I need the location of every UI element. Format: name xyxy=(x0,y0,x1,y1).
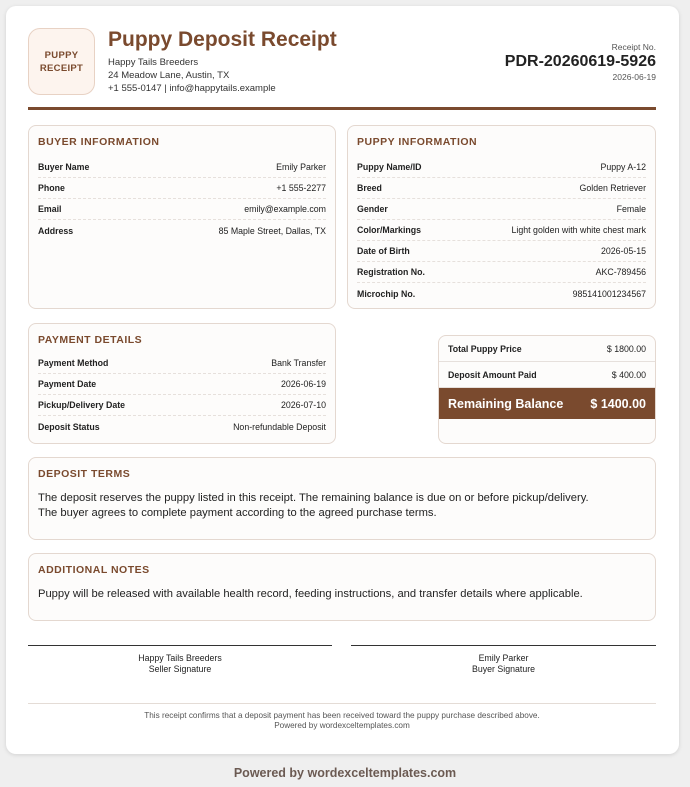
summary-deposit-value: $ 400.00 xyxy=(611,369,646,380)
business-address: 24 Meadow Lane, Austin, TX xyxy=(108,70,230,81)
buyer-row-phone xyxy=(38,178,326,199)
deposit-terms-line-2: The buyer agrees to complete payment according to the agreed purchase terms. xyxy=(38,507,437,519)
row-value: Emily Parker xyxy=(276,162,326,172)
row-label: Breed xyxy=(357,183,382,193)
footer-divider xyxy=(28,703,656,704)
buyer-row-name xyxy=(38,157,326,178)
buyer-signature-role: Buyer Signature xyxy=(471,664,536,674)
payment-row-date xyxy=(38,374,326,395)
header-divider xyxy=(28,107,656,110)
puppy-row-id xyxy=(357,157,646,178)
puppy-row-color xyxy=(357,220,646,241)
row-value: Golden Retriever xyxy=(579,183,646,193)
receipt-number-label: Receipt No. xyxy=(611,42,656,52)
page-title: Puppy Deposit Receipt xyxy=(108,28,337,51)
payment-details-rows xyxy=(38,353,326,437)
puppy-info-rows xyxy=(357,157,646,304)
additional-notes-title: ADDITIONAL NOTES xyxy=(38,564,150,576)
footer-credit: Powered by wordexceltemplates.com xyxy=(274,721,410,730)
row-label: Microchip No. xyxy=(357,288,416,299)
payment-row-pickup xyxy=(38,395,326,416)
puppy-row-registration xyxy=(357,262,646,283)
buyer-row-email xyxy=(38,199,326,220)
payment-row-method xyxy=(38,353,326,374)
logo-line-1: PUPPY xyxy=(44,49,79,61)
row-label: Phone xyxy=(38,183,65,193)
remaining-balance-value: $ 1400.00 xyxy=(590,396,646,411)
summary-deposit-row xyxy=(439,362,655,388)
deposit-terms-title: DEPOSIT TERMS xyxy=(38,468,131,480)
row-value: AKC-789456 xyxy=(595,267,646,277)
row-label: Pickup/Delivery Date xyxy=(38,400,126,410)
row-value: Non-refundable Deposit xyxy=(233,421,326,432)
row-label: Date of Birth xyxy=(357,246,410,256)
row-value: Bank Transfer xyxy=(271,358,326,368)
row-value: Female xyxy=(616,204,646,214)
row-value: 2026-07-10 xyxy=(281,400,326,410)
row-value: emily@example.com xyxy=(244,204,326,214)
buyer-info-rows xyxy=(38,157,326,241)
row-label: Color/Markings xyxy=(357,225,422,235)
row-label: Payment Method xyxy=(38,358,109,368)
row-value: +1 555-2277 xyxy=(276,183,326,193)
payment-row-status xyxy=(38,416,326,437)
puppy-row-dob xyxy=(357,241,646,262)
deposit-terms-card xyxy=(28,457,656,540)
row-label: Puppy Name/ID xyxy=(357,162,422,172)
puppy-row-breed xyxy=(357,178,646,199)
summary-total-row xyxy=(439,336,655,362)
seller-signature-line xyxy=(28,645,332,646)
buyer-signature-name: Emily Parker xyxy=(478,653,529,663)
business-name: Happy Tails Breeders xyxy=(108,57,199,68)
buyer-info-title: BUYER INFORMATION xyxy=(38,136,160,148)
receipt-number: PDR-20260619-5926 xyxy=(504,53,656,70)
additional-notes-text: Puppy will be released with available health record, feeding instructions, and transfer details where applicable. xyxy=(38,588,583,600)
row-label: Deposit Status xyxy=(38,421,100,432)
row-value: Puppy A-12 xyxy=(600,162,646,172)
business-contact: +1 555-0147 | info@happytails.example xyxy=(108,83,276,94)
remaining-balance-row xyxy=(439,388,655,419)
puppy-info-card xyxy=(347,125,656,309)
powered-by-link[interactable]: Powered by wordexceltemplates.com xyxy=(233,766,457,780)
row-value: Light golden with white chest mark xyxy=(511,225,646,235)
seller-signature-name: Happy Tails Breeders xyxy=(138,653,222,663)
puppy-row-gender xyxy=(357,199,646,220)
payment-summary-card xyxy=(438,335,656,444)
summary-deposit-label: Deposit Amount Paid xyxy=(448,369,537,380)
row-label: Email xyxy=(38,204,62,214)
row-label: Payment Date xyxy=(38,379,97,389)
row-value: 2026-06-19 xyxy=(281,379,326,389)
buyer-signature-line xyxy=(351,645,656,646)
seller-signature-role: Seller Signature xyxy=(148,664,212,674)
puppy-info-title: PUPPY INFORMATION xyxy=(357,136,478,148)
buyer-row-address xyxy=(38,220,326,241)
row-value: 985141001234567 xyxy=(572,288,646,299)
row-label: Buyer Name xyxy=(38,162,90,172)
summary-total-value: $ 1800.00 xyxy=(606,343,646,354)
logo-badge xyxy=(28,28,95,95)
deposit-terms-line-1: The deposit reserves the puppy listed in this receipt. The remaining balance is due on or before pickup/delivery. xyxy=(38,492,589,504)
footer-statement: This receipt confirms that a deposit payment has been received toward the puppy purchase described above. xyxy=(144,711,540,720)
puppy-row-microchip xyxy=(357,283,646,304)
logo-line-2: RECEIPT xyxy=(39,62,84,74)
row-label: Registration No. xyxy=(357,267,425,277)
row-value: 2026-05-15 xyxy=(601,246,646,256)
receipt-date: 2026-06-19 xyxy=(612,72,656,82)
additional-notes-card xyxy=(28,553,656,621)
payment-details-title: PAYMENT DETAILS xyxy=(38,334,143,346)
payment-details-card xyxy=(28,323,336,444)
receipt-sheet xyxy=(6,6,679,754)
row-value: 85 Maple Street, Dallas, TX xyxy=(218,225,326,236)
summary-total-label: Total Puppy Price xyxy=(448,343,522,354)
row-label: Address xyxy=(38,225,74,236)
remaining-balance-label: Remaining Balance xyxy=(448,396,564,411)
buyer-info-card xyxy=(28,125,336,309)
row-label: Gender xyxy=(357,204,388,214)
